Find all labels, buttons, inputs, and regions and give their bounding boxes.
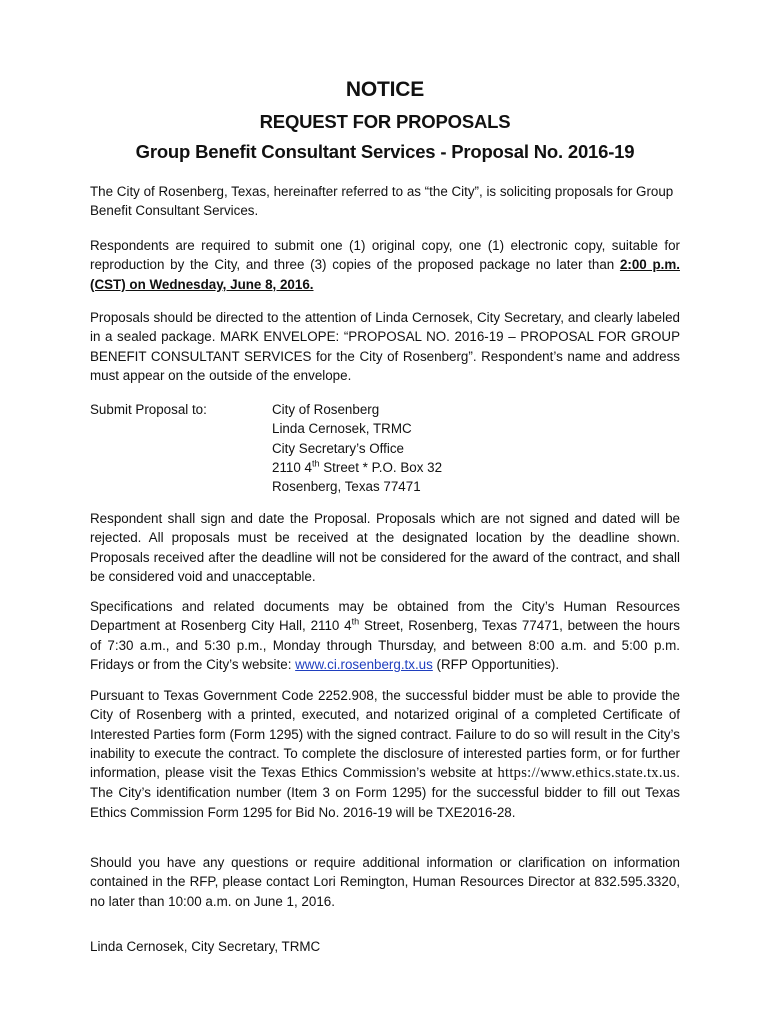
government-code-paragraph [90,686,680,822]
address-line-5: Rosenberg, Texas 77471 [272,479,421,495]
submission-deadline: 2:00 p.m. (CST) on Wednesday, June 8, 2016. [90,257,680,292]
submission-paragraph [90,236,680,294]
notice-title: NOTICE [345,78,425,101]
specifications-paragraph [90,597,680,674]
specs-text-pre: Specifications and related documents may be obtained from the City’s Human Resources Department at Rosenberg City Hall, 2110 4 [90,599,680,634]
intro-paragraph: The City of Rosenberg, Texas, hereinafter referred to as “the City”, is soliciting proposals for Group Benefit Consultant Services. [90,184,674,219]
address-line-4-suffix: th [311,458,320,469]
address-line-4-number: 2110 4 [272,459,312,475]
address-line-1: City of Rosenberg [272,402,380,417]
envelope-paragraph: Proposals should be directed to the attention of Linda Cernosek, City Secretary, and clearly labeled in a sealed package. MARK ENVELOPE: “PROPOSAL NO. 2016-19 – PROPOSAL FOR GROUP BENEFIT CONSULTANT SERVICES for the City of Rosenberg”. Respondent’s name and address must appear on the outside of the envelope. [90,310,680,383]
submission-text: Respondents are required to submit one (1) original copy, one (1) electronic copy, suitable for reproduction by the City, and three (3) copies of the proposed package no later than [90,238,680,273]
signature-line: Linda Cernosek, City Secretary, TRMC [90,939,321,954]
address-line-3: City Secretary’s Office [272,440,404,456]
gov-code-text-post: . The City’s identification number (Item 3 on Form 1295) for the successful bidder to fill out Texas Ethics Commission Form 1295 for Bid No. 2016-19 will be TXE2016-28. [90,765,680,820]
rfp-subtitle: REQUEST FOR PROPOSALS [259,111,511,132]
submit-label: Submit Proposal to: [90,402,207,417]
specs-text-post: (RFP Opportunities). [432,656,560,672]
specs-text-suffix: th [351,616,360,627]
gov-code-text-pre: Pursuant to Texas Government Code 2252.908, the successful bidder must be able to provide the City of Rosenberg with a printed, executed, and notarized original of a completed Certificate of Interested Parties form (Form 1295) with the signed contract. Failure to do so will result in the City’s inability to execute the contract. To complete the disclosure of interested parties form, or for further information, please visit the Texas Ethics Commission’s website at [90,688,680,781]
specs-text-mid: Street, Rosenberg, Texas 77471, between the hours of 7:30 a.m., and 5:30 p.m., Monday through Thursday, and between 8:00 a.m. and 5:00 p.m. Fridays or from the City’s website: [90,618,680,672]
questions-paragraph: Should you have any questions or require additional information or clarification on information contained in the RFP, please contact Lori Remington, Human Resources Director at 832.595.3320, no later than 10:00 a.m. on June 1, 2016. [90,855,680,909]
city-website-link[interactable]: www.ci.rosenberg.tx.us [295,656,433,672]
ethics-website-url: https://www.ethics.state.tx.us [497,765,677,782]
signing-paragraph: Respondent shall sign and date the Proposal. Proposals which are not signed and dated will be rejected. All proposals must be received at the designated location by the deadline shown. Proposals received after the deadline will not be considered for the award of the contract, and shall be considered void and unacceptable. [90,511,680,584]
address-line-4 [272,458,572,477]
address-line-2: Linda Cernosek, TRMC [272,421,412,437]
address-line-4-street: Street * P.O. Box 32 [319,459,443,475]
project-title: Group Benefit Consultant Services - Proposal No. 2016-19 [135,141,635,162]
address [272,400,572,496]
